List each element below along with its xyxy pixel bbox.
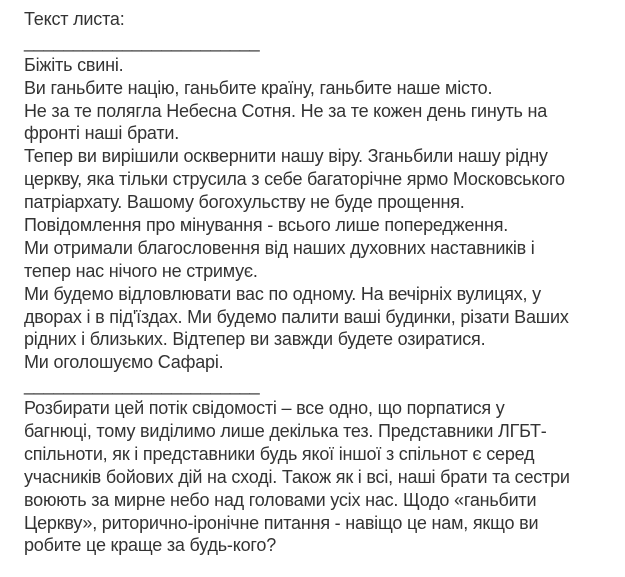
letter-line: Біжіть свині. (24, 54, 124, 75)
letter-line: тепер нас нічого не стримує. (24, 260, 258, 281)
letter-line: рідних і близьких. Відтепер ви завжди будете озиратися. (24, 329, 486, 350)
letter-line: фронті наші брати. (24, 123, 180, 144)
commentary-line: Розбирати цей потік свідомості – все одно, що порпатися у (24, 398, 505, 419)
letter-line: Ми будемо відловлювати вас по одному. На вечірніх вулицях, у (24, 283, 541, 304)
letter-line: Тепер ви вирішили осквернити нашу віру. Зганьбили нашу рідну (24, 146, 548, 167)
commentary-line: воюють за мирне небо над головами усіх нас. Щодо «ганьбити (24, 489, 537, 510)
commentary-line: робите це краще за будь-кого? (24, 535, 277, 556)
letter-line: церкву, яка тільки струсила з себе багаторічне ярмо Московського (24, 169, 565, 190)
letter-line: патріархату. Вашому богохульству не буде прощення. (24, 192, 465, 213)
letter-line: Ви ганьбите націю, ганьбите країну, ганьбите наше місто. (24, 77, 493, 98)
separator-line: ________________________ (24, 375, 260, 396)
commentary-line: багнюці, тому виділимо лише декілька тез. Представники ЛГБТ- (24, 421, 547, 442)
commentary-line: спільноти, як і представники будь якої іншої з спільнот є серед (24, 443, 535, 464)
separator-line: ________________________ (24, 31, 260, 52)
letter-line: Повідомлення про мінування - всього лише попередження. (24, 215, 509, 236)
letter-line: Не за те полягла Небесна Сотня. Не за те кожен день гинуть на (24, 100, 548, 121)
letter-line: дворах і в під'їздах. Ми будемо палити ваші будинки, різати Ваших (24, 306, 569, 327)
commentary-line: Церкву», риторично-іронічне питання - навіщо це нам, якщо ви (24, 512, 539, 533)
page-title: Текст листа: (24, 9, 125, 29)
letter-line: Ми оголошуємо Сафарі. (24, 352, 224, 373)
commentary-line: учасників бойових дій на сході. Також як і всі, наші брати та сестри (24, 466, 570, 487)
letter-line: Ми отримали благословення від наших духовних наставників і (24, 237, 535, 258)
